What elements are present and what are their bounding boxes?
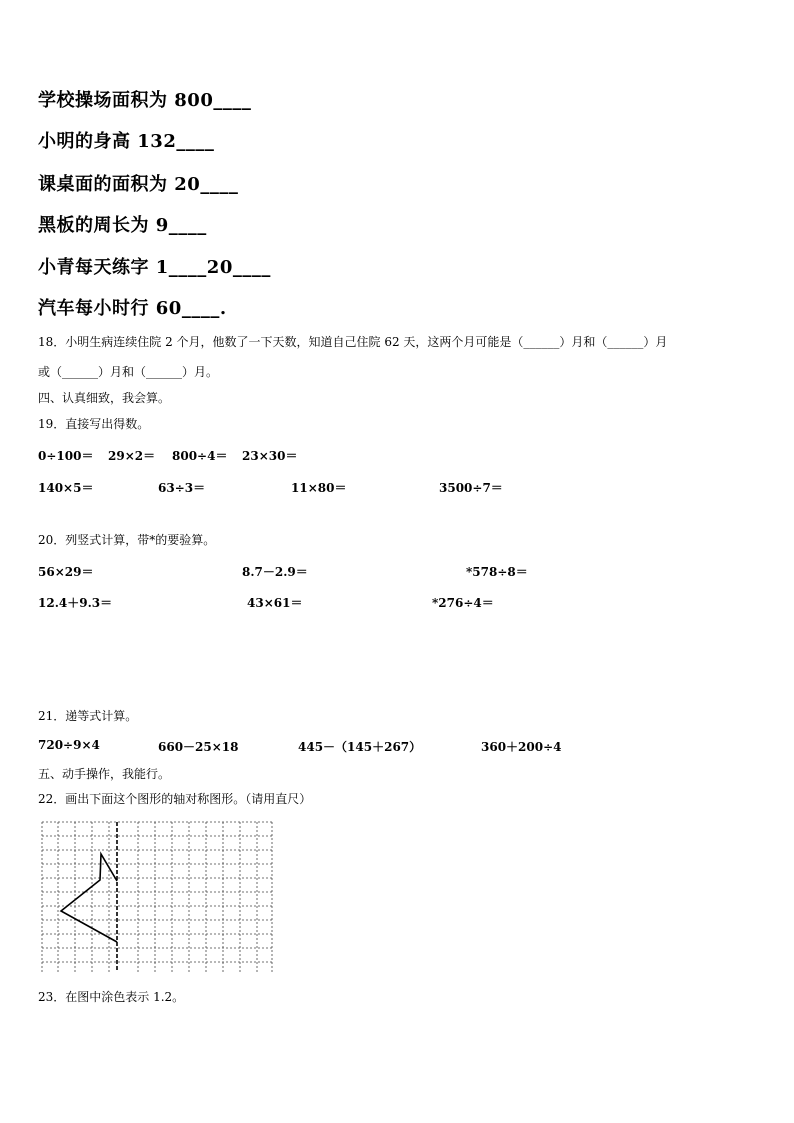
q19-item: 140×5＝	[38, 481, 94, 495]
question-23-title: 23．在图中涂色表示 1.2。	[38, 990, 185, 1004]
q20-item: *276÷4＝	[432, 596, 494, 610]
q19-item: 11×80＝	[291, 481, 347, 495]
q21-item: 720÷9×4	[38, 738, 100, 752]
q19-item: 800÷4＝	[172, 449, 228, 463]
question-19-title: 19．直接写出得数。	[38, 417, 150, 431]
unit-line-blackboard: 黑板的周长为 9____	[38, 215, 207, 236]
grid-lines	[42, 822, 272, 972]
unit-line-playground: 学校操场面积为 800____	[38, 90, 252, 111]
q19-item: 3500÷7＝	[439, 481, 503, 495]
section-4-heading: 四、认真细致，我会算。	[38, 391, 171, 405]
symmetry-grid	[38, 818, 278, 978]
question-18-line2: 或（______）月和（______）月。	[38, 365, 219, 379]
q21-item: 360＋200÷4	[481, 740, 562, 754]
q19-item: 29×2＝	[108, 449, 156, 463]
unit-line-height: 小明的身高 132____	[38, 131, 215, 152]
unit-line-car-speed: 汽车每小时行 60____.	[38, 298, 227, 319]
q21-item: 660－25×18	[158, 740, 239, 754]
q21-item: 445－（145＋267）	[298, 740, 422, 754]
question-21-title: 21．递等式计算。	[38, 709, 138, 723]
q20-item: 56×29＝	[38, 565, 94, 579]
unit-line-writing: 小青每天练字 1____20____	[38, 257, 271, 278]
q19-item: 63÷3＝	[158, 481, 206, 495]
section-5-heading: 五、动手操作，我能行。	[38, 767, 171, 781]
q19-item: 23×30＝	[242, 449, 298, 463]
question-22-title: 22．画出下面这个图形的轴对称图形。（请用直尺）	[38, 792, 312, 806]
q19-item: 0÷100＝	[38, 449, 94, 463]
q20-item: 43×61＝	[247, 596, 303, 610]
question-20-title: 20．列竖式计算，带*的要验算。	[38, 533, 216, 547]
unit-line-desk-area: 课桌面的面积为 20____	[38, 174, 239, 195]
q20-item: 12.4＋9.3＝	[38, 596, 113, 610]
question-18-line1: 18．小明生病连续住院 2 个月，他数了一下天数，知道自己住院 62 天，这两个月可能是（______）月和（______）月	[38, 335, 668, 349]
q20-item: 8.7－2.9＝	[242, 565, 308, 579]
q20-item: *578÷8＝	[466, 565, 528, 579]
